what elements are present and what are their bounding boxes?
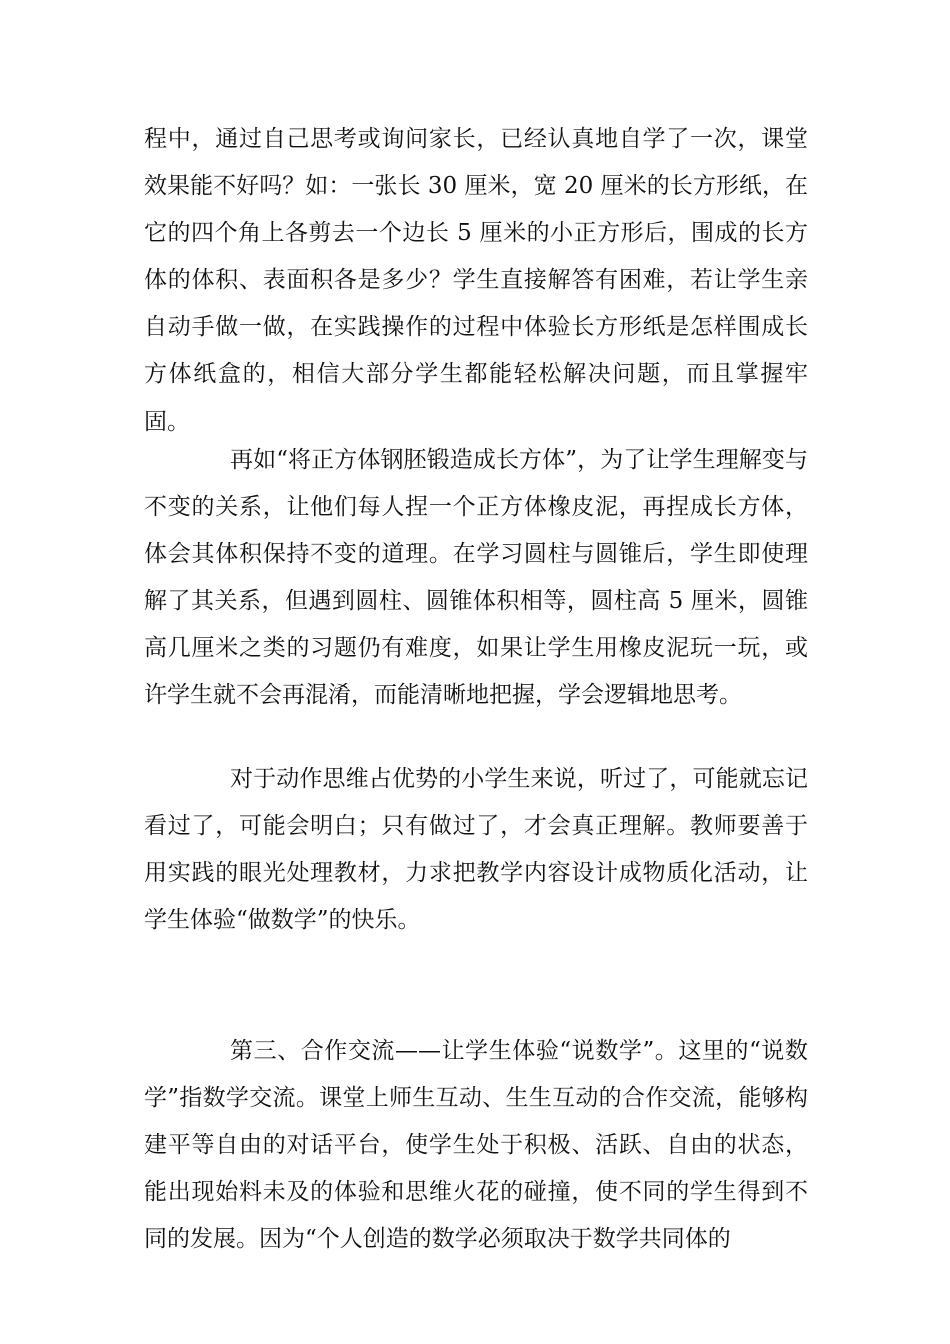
paragraph-4: 第三、合作交流——让学生体验“说数学”。这里的“说数学”指数学交流。课堂上师生互动、生生互动的合作交流，能够构建平等自由的对话平台，使学生处于积极、活跃、自由的状态，能出现始料未及的体验和思维火花的碰撞，使不同的学生得到不同的发展。因为“个人创造的数学必须取决于数学共同体的 <box>144 1038 808 1253</box>
paragraph-1: 程中，通过自己思考或询问家长，已经认真地自学了一次，课堂效果能不好吗？如：一张长 30 厘米，宽 20 厘米的长方形纸，在它的四个角上各剪去一个边长 5 厘米的小正方形后，围成的长方体的体积、表面积各是多少？学生直接解答有困难，若让学生亲自动手做一做，在实践操作的过程中体验长方形纸是怎样围成长方体纸盒的，相信大部分学生都能轻松解决问题，而且掌握牢固。 <box>144 126 808 435</box>
paragraph-3: 对于动作思维占优势的小学生来说，听过了，可能就忘记看过了，可能会明白；只有做过了，才会真正理解。教师要善于用实践的眼光处理教材，力求把教学内容设计成物质化活动，让学生体验“做数学”的快乐。 <box>144 766 808 934</box>
paragraph-2: 再如“将正方体钢胚锻造成长方体”，为了让学生理解变与不变的关系，让他们每人捏一个正方体橡皮泥，再捏成长方体，体会其体积保持不变的道理。在学习圆柱与圆锥后，学生即使理解了其关系，但遇到圆柱、圆锥体积相等，圆柱高 5 厘米，圆锥高几厘米之类的习题仍有难度，如果让学生用橡皮泥玩一玩，或许学生就不会再混淆，而能清晰地把握，学会逻辑地思考。 <box>144 447 808 709</box>
